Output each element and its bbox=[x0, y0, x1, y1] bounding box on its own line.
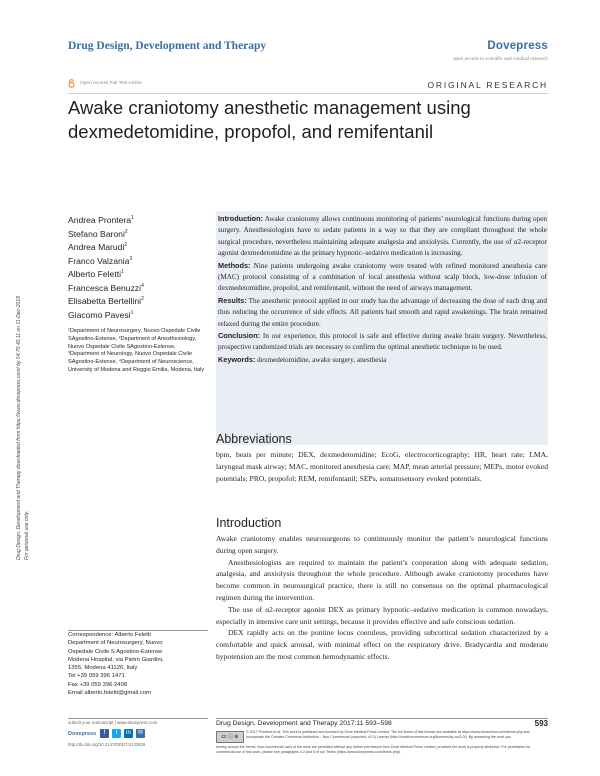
author: Elisabetta Bertellini$^2$ bbox=[68, 296, 144, 307]
abstract-box bbox=[216, 211, 548, 445]
submit-manuscript-link[interactable]: submit your manuscript | www.dovepress.com bbox=[68, 720, 158, 725]
abstract-intro: Awake craniotomy allows continuous monitoring of patients’ neurological functions during open surgery. Anesthesiologists have to sedate patients in a way so that they are compliant throughout the whole surgical procedure, nevertheless maintaining adequate analgesia and anxiolysis. Currently, the use of α2-receptor agonist dexmedetomidine as the primary hypnotic–sedative medication is increasing. bbox=[218, 215, 547, 258]
page-number: 593 bbox=[534, 719, 548, 728]
corr-line: 1355, Modena 41126, Italy bbox=[68, 665, 138, 672]
abstract-text bbox=[218, 213, 547, 366]
open-access-text: Open Access Full Text Article bbox=[80, 81, 142, 86]
author: Stefano Baroni$^2$ bbox=[68, 228, 128, 239]
open-access-label bbox=[68, 79, 142, 88]
paragraph: Anesthesiologists are required to maintain the patient’s cooperation along with adequate sedation, analgesia, and anxiolysis throughout the whole procedure. Although awake craniotomy procedures have become common in neurosurgical practice, there is still no consensus on the optimal pharmacological regimen during the intervention. bbox=[216, 557, 548, 602]
paragraph: The use of α2-receptor agonist DEX as primary hypnotic–sedative medication is common nowadays, especially in intensive care unit settings, because it provides effective and safe conscious sedation. bbox=[216, 604, 548, 626]
corr-line: Fax +39 059 396 2408 bbox=[68, 681, 128, 688]
abstract-results: The anesthetic protocol applied in our study has the advantage of decreasing the dose of each drug and thus reducing the occurrence of side effects. All patients had smooth and rapid awakenings. The brain remained relaxed during the entire procedure. bbox=[218, 296, 547, 328]
facebook-icon[interactable]: f bbox=[100, 729, 109, 738]
side-download-note bbox=[15, 140, 37, 560]
corr-email[interactable]: Email alberto.feletti@gmail.com bbox=[68, 690, 151, 697]
footer-journal-ref: Drug Design, Development and Therapy 2017:11 593–598 bbox=[216, 720, 392, 727]
paragraph: Awake craniotomy enables neurosurgeons to continuously monitor the patient’s neurological functions during open surgery. bbox=[216, 534, 548, 555]
author: Andrea Marudi$^2$ bbox=[68, 241, 128, 252]
corr-line: Department of Neurosurgery, Nuovo bbox=[68, 640, 163, 647]
license-text-continued: hereby accept the Terms. Non-commercial uses of the work are permitted without any further permission from Dove Medical Press Limited, provided the work is properly attributed. For permission for commercial use of this work, please see paragraphs 4.2 and 5 of our Terms (https://www.dovepress.com/terms.php). bbox=[216, 745, 531, 755]
section-label: ORIGINAL RESEARCH bbox=[427, 80, 548, 90]
corr-line: Modena Hospital, via Pietro Giardini, bbox=[68, 656, 164, 663]
introduction-body bbox=[216, 533, 548, 663]
footer-divider-right bbox=[216, 718, 548, 719]
header-divider bbox=[68, 93, 548, 94]
article-title: Awake craniotomy anesthetic management using dexmedetomidine, propofol, and remifentanil bbox=[68, 97, 471, 142]
author: Andrea Prontera$^1$ bbox=[68, 214, 134, 225]
brand-tagline: open access to scientific and medical research bbox=[453, 56, 548, 61]
author: Giacomo Pavesi$^1$ bbox=[68, 309, 134, 320]
correspondence bbox=[68, 631, 208, 697]
twitter-icon[interactable]: t bbox=[112, 729, 121, 738]
affiliations: ¹Department of Neurosurgery, Nuovo Ospedale Civile SAgostino-Estense, ²Department of Anesthesiology, Nuovo Ospedale Civile SAgostino-Estense, ³Department of Neurology, Nuovo Ospedale Civile SAgostino-Estense, ⁴Department of Neuroscience, University of Modena and Reggio Emilia, Modena, Italy bbox=[68, 328, 205, 373]
open-access-icon bbox=[68, 79, 75, 88]
doi-link[interactable]: http://dx.doi.org/10.2147/DDDT.S133626 bbox=[68, 742, 146, 747]
keywords: dexmedetomidine, awake surgery, anesthesia bbox=[255, 355, 387, 364]
abstract-methods-label: Methods: bbox=[218, 260, 251, 270]
corr-line: Ospedale Civile S Agostino-Estense bbox=[68, 648, 163, 655]
author-list bbox=[68, 213, 144, 322]
footer-divider-left bbox=[68, 718, 208, 719]
license-text: © 2017 Prontera et al. This work is published and licensed by Dove Medical Press Limited. The full terms of this license are available at https://www.dovepress.com/terms.php and incorporate the Creative Commons Attribution – Non Commercial (unported, v3.0) License (http://creativecommons.org/licenses/by-nc/3.0/). By accessing the work you bbox=[246, 730, 530, 740]
abbreviations-heading: Abbreviations bbox=[216, 432, 292, 446]
corr-line: Tel +39 059 396 1471 bbox=[68, 673, 125, 680]
author: Francesca Benuzzi$^4$ bbox=[68, 282, 144, 293]
introduction-heading: Introduction bbox=[216, 516, 282, 530]
abbreviations-text: bpm, beats per minute; DEX, dexmedetomidine; EcoG, electrocorticography; HR, heart rate; LMA, laryngeal mask airway; MAC, monitored anesthesia care; MAP, mean arterial pressure; MEPs, motor evoked potentials; PRO, propofol; REM, remifentanil; SEPs, somatosensory evoked potentials. bbox=[216, 450, 548, 483]
abstract-results-label: Results: bbox=[218, 295, 247, 305]
social-links bbox=[100, 729, 145, 738]
keywords-label: Keywords: bbox=[218, 354, 256, 364]
author: Franco Valzania$^3$ bbox=[68, 255, 133, 266]
paragraph: DEX rapidly acts on the pontine locus coeruleus, providing subcortical sedation characterized by a comfortable and quick arousal, with minimal effect on the respiratory drive. Bradycardia and moderate hypotension are the most common hemodynamic effects. bbox=[216, 628, 548, 661]
side-note-line2: For personal use only. bbox=[24, 510, 30, 560]
dovepress-logo[interactable]: Dovepress bbox=[487, 40, 548, 52]
dovepress-footer-logo[interactable]: Dovepress bbox=[68, 731, 97, 737]
journal-name: Drug Design, Development and Therapy bbox=[68, 40, 267, 52]
author: Alberto Feletti$^1$ bbox=[68, 269, 124, 280]
abstract-methods: Nine patients undergoing awake craniotomy were treated with refined monitored anesthesia care (MAC) protocol consisting of a combination of local anesthesia without scalp block, low-dose infusion of dexmedetomidine, propofol, and remifentanil, without the need of airways management. bbox=[218, 261, 547, 293]
abstract-conclusion-label: Conclusion: bbox=[218, 331, 261, 341]
linkedin-icon[interactable]: in bbox=[124, 729, 133, 738]
side-note-line1: Drug Design, Development and Therapy downloaded from https://www.dovepress.com/ by 54.70.40.11 on 11-Dec-2018 bbox=[16, 296, 22, 560]
abstract-intro-label: Introduction: bbox=[218, 214, 263, 223]
email-icon[interactable]: ✉ bbox=[137, 730, 144, 736]
corr-line: Correspondence: Alberto Feletti bbox=[68, 632, 151, 638]
abstract-conclusion: In our experience, this protocol is safe and effective during awake brain surgery. Nevertheless, prospective randomized trials are necessary to confirm the optimal anesthetic technique to be used. bbox=[218, 332, 547, 352]
creative-commons-badge[interactable]: cc ⓘ ⊜ bbox=[216, 731, 244, 743]
